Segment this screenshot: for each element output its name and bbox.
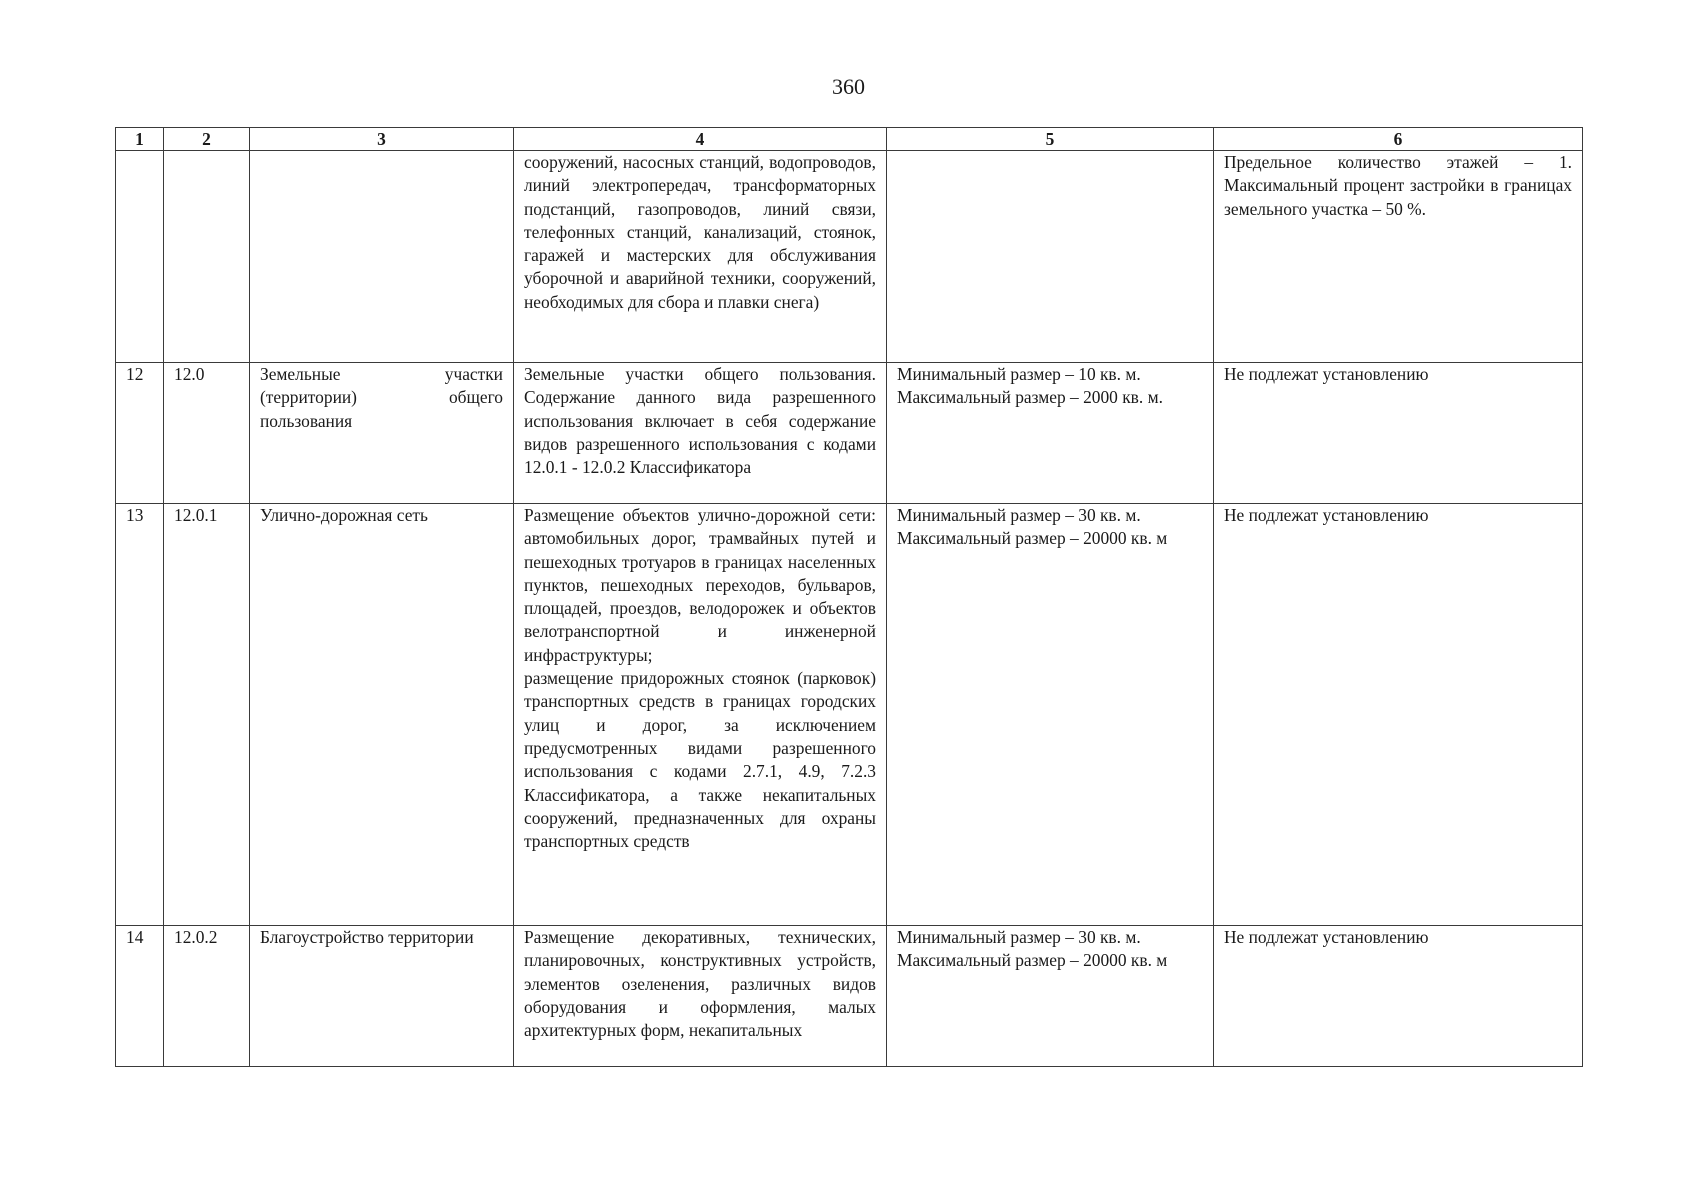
row-params: Не подлежат установлению (1214, 926, 1583, 1067)
description-paragraph: Размещение объектов улично-дорожной сети: автомобильных дорог, трамвайных путей и пешеходных тротуаров в границах населенных пунктов, пешеходных переходов, бульваров, площадей, проездов, велодорожек и объектов велотранспортной и инженерной инфраструктуры; (524, 505, 876, 665)
column-header-4: 4 (514, 128, 887, 151)
row-code: 12.0 (164, 363, 250, 504)
table-row (116, 504, 1583, 926)
row-number: 12 (116, 363, 164, 504)
table-header-row (116, 128, 1583, 151)
row-description: Размещение декоративных, технических, планировочных, конструктивных устройств, элементов озеленения, различных видов оборудования и оформления, малых архитектурных форм, некапитальных (514, 926, 887, 1067)
row-size: Минимальный размер – 10 кв. м. Максимальный размер – 2000 кв. м. (887, 363, 1214, 504)
column-header-1: 1 (116, 128, 164, 151)
row-params: Предельное количество этажей – 1. Максимальный процент застройки в границах земельного участка – 50 %. (1214, 151, 1583, 363)
row-name (250, 151, 514, 363)
row-size: Минимальный размер – 30 кв. м. Максимальный размер – 20000 кв. м (887, 504, 1214, 926)
row-number: 14 (116, 926, 164, 1067)
row-size: Минимальный размер – 30 кв. м. Максимальный размер – 20000 кв. м (887, 926, 1214, 1067)
table-row (116, 151, 1583, 363)
row-code: 12.0.2 (164, 926, 250, 1067)
row-name: Улично-дорожная сеть (250, 504, 514, 926)
row-params: Не подлежат установлению (1214, 504, 1583, 926)
row-name: Земельные участки (территории) общего пользования (250, 363, 514, 504)
column-header-3: 3 (250, 128, 514, 151)
row-description (514, 504, 887, 926)
row-number (116, 151, 164, 363)
row-size (887, 151, 1214, 363)
page-number: 360 (832, 74, 865, 99)
table-row (116, 363, 1583, 504)
column-header-5: 5 (887, 128, 1214, 151)
row-code (164, 151, 250, 363)
row-number: 13 (116, 504, 164, 926)
description-paragraph: размещение придорожных стоянок (парковок) транспортных средств в границах городских улиц и дорог, за исключением предусмотренных видами разрешенного использования с кодами 2.7.1, 4.9, 7.2.3 Классификатора, а также некапитальных сооружений, предназначенных для охраны транспортных средств (524, 668, 876, 852)
row-name: Благоустройство территории (250, 926, 514, 1067)
regulations-table (115, 127, 1583, 1067)
row-params: Не подлежат установлению (1214, 363, 1583, 504)
row-code: 12.0.1 (164, 504, 250, 926)
row-description: Земельные участки общего пользования. Содержание данного вида разрешенного использования включает в себя содержание видов разрешенного использования с кодами 12.0.1 - 12.0.2 Классификатора (514, 363, 887, 504)
column-header-6: 6 (1214, 128, 1583, 151)
row-description: сооружений, насосных станций, водопроводов, линий электропередач, трансформаторных подстанций, газопроводов, линий связи, телефонных станций, канализаций, стоянок, гаражей и мастерских для обслуживания уборочной и аварийной техники, сооружений, необходимых для сбора и плавки снега) (514, 151, 887, 363)
table-row (116, 926, 1583, 1067)
column-header-2: 2 (164, 128, 250, 151)
